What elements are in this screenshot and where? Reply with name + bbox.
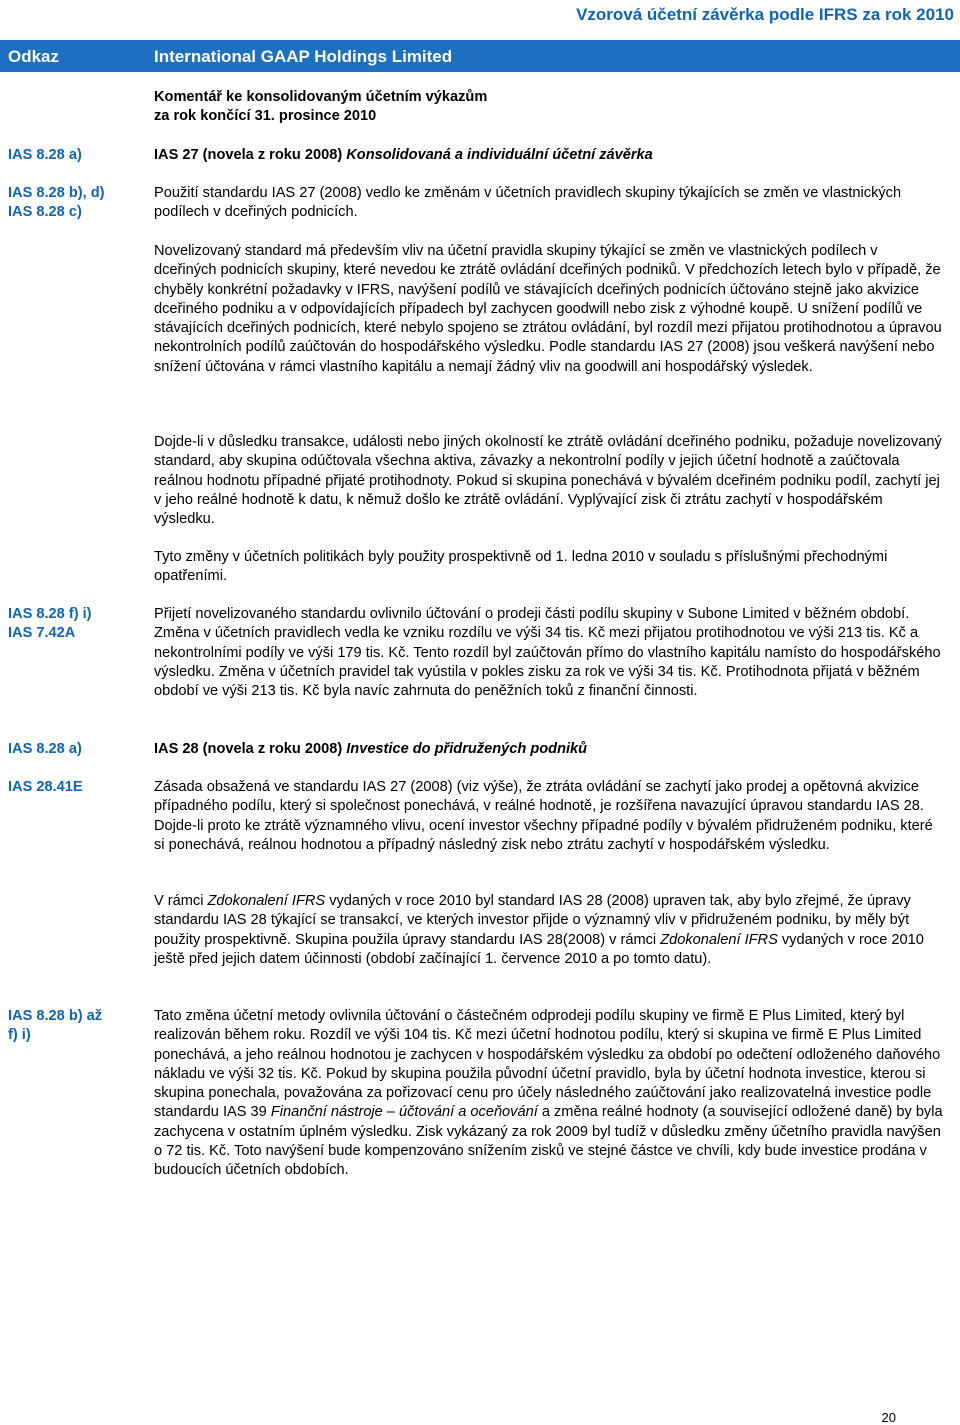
reference-ias-8-28-a: IAS 8.28 a)	[8, 147, 82, 163]
paragraph-ias28-principle: Zásada obsažená ve standardu IAS 27 (2008) (viz výše), že ztráta ovládání se zachytí jako prodej a opětovná akvizice případného podílu, který si společnost ponechává, v reálné hodnotě, je rozšířena navazující úpravou standardu IAS 28. Dojde-li proto ke ztrátě významného vlivu, ocení investor všechny případné podíly v bývalém přidruženém podniku, které si ponechává, reálnou hodnotou a případný následný zisk nebo ztrátu zachytí v hospodářském výsledku.	[154, 779, 933, 853]
section-heading-ias-27	[154, 146, 944, 165]
page-number: 20	[881, 1410, 896, 1425]
subtitle-line-2: za rok končící 31. prosince 2010	[154, 108, 377, 124]
company-name: International GAAP Holdings Limited	[154, 47, 453, 66]
section-heading-ias-28-plain: IAS 28 (novela z roku 2008)	[154, 741, 347, 757]
paragraph-e-plus-ias39-title: Finanční nástroje – účtování a oceňování	[270, 1104, 538, 1121]
paragraph-ias27-application: Použití standardu IAS 27 (2008) vedlo ke změnám v účetních pravidlech skupiny týkajících se změn ve vlastnických podílech v dceřiných podnicích.	[154, 185, 902, 221]
paragraph-loss-of-control: Dojde-li v důsledku transakce, události nebo jiných okolností ke ztrátě ovládání dceřiného podniku, požaduje novelizovaný standard, aby skupina odúčtovala všechna aktiva, závazky a nekontrolní podíly v jejich účetní hodnotě a zaúčtovala reálnou hodnotu případné přijaté protihodnoty. Pokud si skupina ponechává v bývalém dceřiném podniku podíl, zachytí jej v jeho reálné hodnotě k datu, k němuž došlo ke ztrátě ovládání. Vyplývající zisk či ztrátu zachytí v hospodářském výsledku.	[154, 434, 942, 528]
paragraph-ifrs-improvements-part-3: vydaných v roce 2010 ještě před jejich datem účinnosti (období začínající 1. července 2010 a po tomto datu).	[154, 931, 924, 967]
paragraph-ias27-impact: Novelizovaný standard má především vliv na účetní pravidla skupiny týkající se změn ve vlastnických podílech v dceřiných podnicích skupiny, které nevedou ke ztrátě ovládání dceřiných podniků. V předchozích letech bylo v případě, že chyběly konkrétní požadavky v IFRS, navýšení podílů ve stávajících dceřiných podnicích účtováno stejně jako akvizice dceřiného podniku a v odpovídajících případech byl zachycen goodwill nebo zisk z výhodné koupě. U snížení podílů ve stávajících dceřiných podnicích, které nebylo spojeno se ztrátou ovládání, byl rozdíl mezi přijatou protihodnotou a úpravou nekontrolních podílů zaúčtován do hospodářského výsledku. Podle standardu IAS 27 (2008) jsou veškerá navýšení nebo snížení účtována v rámci vlastního kapitálu a nemají žádný vliv na goodwill ani hospodářský výsledek.	[154, 243, 942, 375]
paragraph-ifrs-improvements-part-2: vydaných v roce 2010 byl standard IAS 28 (2008) upraven tak, aby bylo zřejmé, že úpravy standardu IAS 28 týkající se transakcí, ve kterých investor přijde o významný vliv v přidruženém podniku, by měly být použity prospektivně. Skupina použila úpravy standardu IAS 28(2008) v rámci	[154, 893, 911, 948]
section-heading-ias-27-plain: IAS 27 (novela z roku 2008)	[154, 147, 347, 163]
section-heading-ias-27-italic: Konsolidovaná a individuální účetní závěrka	[346, 147, 653, 163]
reference-ias-8-28-b-f-line-2: f) i)	[8, 1027, 31, 1043]
subtitle-line-1: Komentář ke konsolidovaným účetním výkazům	[154, 89, 488, 105]
paragraph-ifrs-improvements-term-2: Zdokonalení IFRS	[660, 931, 778, 948]
header-bar	[0, 40, 960, 72]
reference-ias-8-28-b-f-line-1: IAS 8.28 b) až	[8, 1008, 103, 1024]
reference-ias-7-42a: IAS 7.42A	[8, 625, 76, 641]
reference-ias-8-28-f-i: IAS 8.28 f) i)	[8, 606, 92, 622]
section-heading-ias-28-italic: Investice do přidružených podniků	[346, 741, 588, 757]
paragraph-subone-disposal: Přijetí novelizovaného standardu ovlivnilo účtování o prodeji části podílu skupiny v Subone Limited v běžném období. Změna v účetních pravidlech vedla ke vzniku rozdílu ve výši 34 tis. Kč mezi přijatou protihodnotou ve výši 213 tis. Kč a nekontrolními podíly ve výši 179 tis. Kč. Tento rozdíl byl zaúčtován přímo do vlastního kapitálu namísto do hospodářského výsledku. Změna v účetních pravidel tak vyústila v pokles zisku za rok ve výši 34 tis. Kč. Protihodnota přijatá v běžném období ve výši 213 tis. Kč byla navíc zahrnuta do peněžních toků z finanční činnosti.	[154, 606, 941, 700]
paragraph-prospective-application: Tyto změny v účetních politikách byly použity prospektivně od 1. ledna 2010 v souladu s příslušnými přechodnými opatřeními.	[154, 549, 888, 585]
reference-ias-28-41e: IAS 28.41E	[8, 779, 83, 795]
reference-ias-8-28-a-2: IAS 8.28 a)	[8, 741, 82, 757]
paragraph-e-plus-part-2: a změna reálné hodnoty (a související odložené daně) by byla zachycena v ostatním úplném výsledku. Zisk vykázaný za rok 2009 byl tudíž v důsledku změny účetního pravidla navýšen o 72 tis. Kč. Toto navýšení bude kompenzováno snížením zisků ve stejné částce ve chvíli, kdy bude investice prodána v budoucích účetních obdobích.	[154, 1104, 943, 1179]
paragraph-e-plus-part-1: Tato změna účetní metody ovlivnila účtování o částečném odprodeji podílu skupiny ve firmě E Plus Limited, který byl realizován během roku. Rozdíl ve výši 104 tis. Kč mezi účetní hodnotou podílu, který si skupina ve firmě E Plus Limited ponechává, a jeho reálnou hodnotou je zachycen v hospodářském výsledku za období po odečtení odloženého daňového nákladu ve výši 32 tis. Kč. Pokud by skupina použila původní účetní pravidlo, byla by účetní hodnota investice, kterou si skupina ponechala, považována za pořizovací cenu pro účely následného zaúčtování jako realizovatelná investice podle standardu IAS 39	[154, 1008, 941, 1121]
section-heading-ias-28	[154, 740, 944, 759]
reference-ias-8-28-c: IAS 8.28 c)	[8, 204, 82, 220]
paragraph-ifrs-improvements-term-1: Zdokonalení IFRS	[207, 893, 326, 909]
page-subtitle	[154, 88, 487, 126]
reference-column-label: Odkaz	[8, 47, 60, 66]
reference-ias-8-28-b-d: IAS 8.28 b), d)	[8, 185, 105, 201]
paragraph-ifrs-improvements-part-1: V rámci	[154, 893, 208, 909]
paragraph-ifrs-improvements	[154, 892, 944, 969]
paragraph-e-plus-disposal	[154, 1007, 944, 1181]
document-title: Vzorová účetní závěrka podle IFRS za rok 2010	[576, 5, 954, 24]
